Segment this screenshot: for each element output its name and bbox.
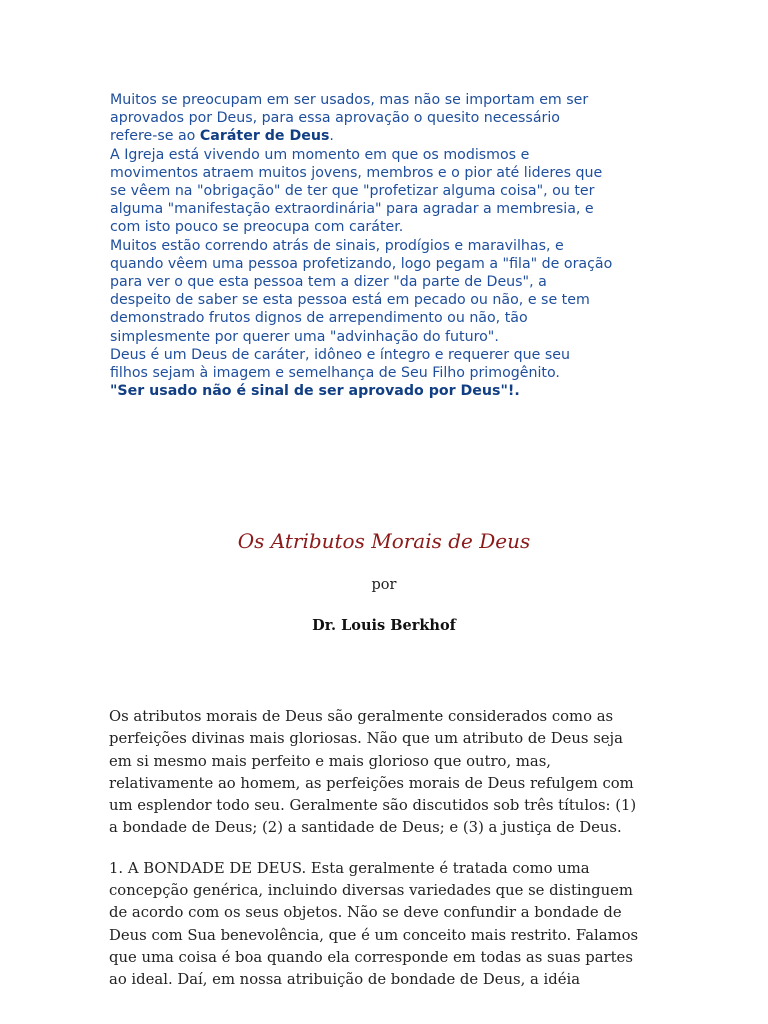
intro-text-line: movimentos atraem muitos jovens, membros e o pior até lideres que (110, 164, 603, 181)
intro-text-line: despeito de saber se esta pessoa está em pecado ou não, e se tem (110, 292, 590, 309)
body-text-line: em si mesmo mais perfeito e mais glorioso que outro, mas, (109, 752, 552, 770)
article-body (109, 706, 664, 1010)
intro-closing-statement: "Ser usado não é sinal de ser aprovado por Deus"!. (110, 383, 520, 400)
article-paragraph-2 (109, 858, 664, 992)
intro-text-line: A Igreja está vivendo um momento em que os modismos e (110, 146, 530, 163)
body-text-line: relativamente ao homem, as perfeições morais de Deus refulgem com (109, 774, 634, 792)
intro-text-line: . (329, 128, 334, 145)
body-text-line: 1. A BONDADE DE DEUS. Esta geralmente é tratada como uma (109, 859, 590, 877)
intro-text-line: Muitos se preocupam em ser usados, mas não se importam em ser (110, 92, 589, 108)
body-text-line: Deus com Sua benevolência, que é um conceito mais restrito. Falamos (109, 926, 639, 944)
intro-paragraph-1 (110, 91, 670, 146)
intro-text-line: quando vêem uma pessoa profetizando, logo pegam a "fila" de oração (110, 255, 613, 272)
intro-text-line: Muitos estão correndo atrás de sinais, prodígios e maravilhas, e (110, 237, 564, 254)
intro-text-line: aprovados por Deus, para essa aprovação o quesito necessário (110, 110, 560, 127)
intro-section (110, 91, 670, 400)
character-of-god-highlight: Caráter de Deus (199, 128, 330, 145)
intro-text-line: com isto pouco se preocupa com caráter. (110, 219, 404, 236)
article-title: Os Atributos Morais de Deus (237, 529, 531, 553)
intro-text-line: para ver o que esta pessoa tem a dizer "da parte de Deus", a (110, 274, 547, 291)
intro-text-line: Deus é um Deus de caráter, idôneo e íntegro e requerer que seu (110, 346, 570, 363)
intro-text-line: alguma "manifestação extraordinária" para agradar a membresia, e (110, 201, 594, 218)
body-text-line: concepção genérica, incluindo diversas variedades que se distinguem (109, 882, 633, 900)
intro-text-line: simplesmente por querer uma "advinhação do futuro". (110, 328, 499, 345)
intro-text-line: se vêem na "obrigação" de ter que "profetizar alguma coisa", ou ter (110, 183, 595, 200)
body-text-line: que uma coisa é boa quando ela corresponde em todas as suas partes (109, 948, 633, 966)
intro-paragraph-3 (110, 237, 670, 346)
intro-paragraph-4 (110, 346, 670, 382)
body-text-line: Os atributos morais de Deus são geralmente considerados como as (109, 708, 614, 725)
body-text-line: a bondade de Deus; (2) a santidade de Deus; e (3) a justiça de Deus. (109, 819, 622, 837)
body-text-line: ao ideal. Daí, em nossa atribuição de bondade de Deus, a idéia (109, 971, 581, 989)
body-text-line: um esplendor todo seu. Geralmente são discutidos sob três títulos: (1) (109, 797, 637, 815)
intro-paragraph-2 (110, 146, 670, 237)
intro-text-line: demonstrado frutos dignos de arrependimento ou não, tão (110, 310, 528, 327)
body-text-line: de acordo com os seus objetos. Não se deve confundir a bondade de (109, 904, 622, 922)
article-paragraph-1 (109, 706, 664, 840)
article-author: Dr. Louis Berkhof (312, 617, 456, 634)
byline-por: por (371, 577, 397, 593)
body-text-line: perfeições divinas mais gloriosas. Não que um atributo de Deus seja (109, 730, 623, 748)
intro-text-line: refere-se ao (110, 128, 200, 145)
intro-text-line: filhos sejam à imagem e semelhança de Seu Filho primogênito. (110, 365, 560, 382)
